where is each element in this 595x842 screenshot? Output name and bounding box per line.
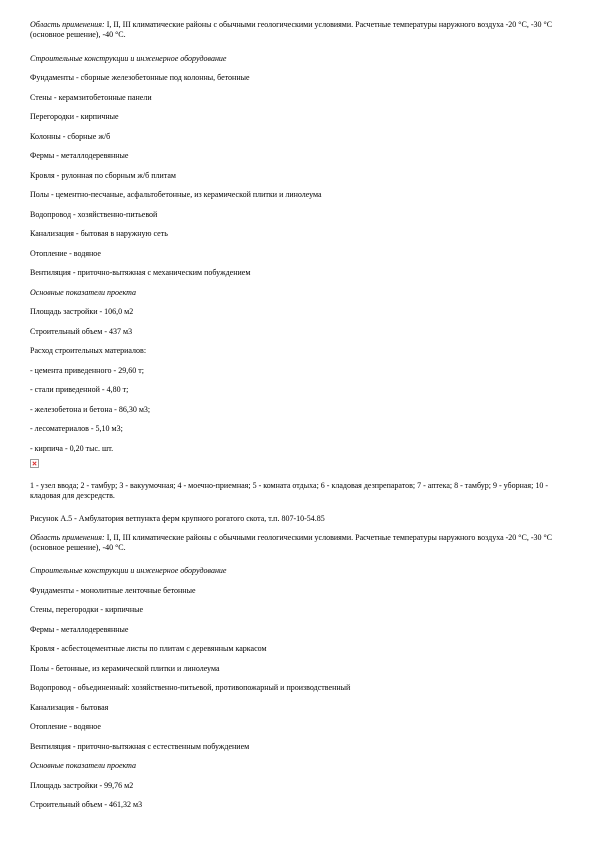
- spec-line: Фермы - металлодеревянные: [30, 625, 129, 634]
- spec-line: Стены, перегородки - кирпичные: [30, 605, 144, 614]
- spec-line: Фундаменты - монолитные ленточные бетонные: [30, 586, 196, 595]
- spec-line: Отопление - водяное: [30, 722, 101, 731]
- spec-line: Кровля - рулонная по сборным ж/б плитам: [30, 171, 176, 180]
- indicator-line: Строительный объем - 437 м3: [30, 327, 133, 336]
- material-item: - стали приведенной - 4,80 т;: [30, 385, 129, 394]
- materials-heading: Расход строительных материалов:: [30, 346, 147, 355]
- spec-line: Перегородки - кирпичные: [30, 112, 119, 121]
- spec-line: Отопление - водяное: [30, 249, 101, 258]
- spec-line: Вентиляция - приточно-вытяжная с механическим побуждением: [30, 268, 251, 277]
- spec-line: Фундаменты - сборные железобетонные под колонны, бетонные: [30, 73, 250, 82]
- section-heading-indicators: Основные показатели проекта: [30, 761, 137, 770]
- applicability-label: Область применения:: [30, 20, 105, 29]
- indicator-line: Строительный объем - 461,32 м3: [30, 800, 143, 809]
- spec-line: Водопровод - объединенный: хозяйственно-питьевой, противопожарный и производственный: [30, 683, 351, 692]
- material-item: - лесоматериалов - 5,10 м3;: [30, 424, 123, 433]
- material-item: - железобетона и бетона - 86,30 м3;: [30, 405, 151, 414]
- spec-line: Вентиляция - приточно-вытяжная с естественным побуждением: [30, 742, 250, 751]
- material-item: - кирпича - 0,20 тыс. шт.: [30, 444, 114, 453]
- section-heading-structures: Строительные конструкции и инженерное оборудование: [30, 566, 227, 575]
- applicability-text: I, II, III климатические районы с обычными геологическими условиями. Расчетные температуры наружного воздуха -20 °С, -30 °С (основное решение), -40 °С.: [30, 533, 553, 552]
- applicability-label: Область применения:: [30, 533, 105, 542]
- applicability-text: I, II, III климатические районы с обычными геологическими условиями. Расчетные температуры наружного воздуха -20 °С, -30 °С (основное решение), -40 °С.: [30, 20, 553, 39]
- spec-line: Водопровод - хозяйственно-питьевой: [30, 210, 158, 219]
- applicability-paragraph: [30, 533, 570, 553]
- spec-line: Фермы - металлодеревянные: [30, 151, 129, 160]
- spec-line: Стены - керамзитобетонные панели: [30, 93, 152, 102]
- figure-caption: Рисунок А.5 - Амбулатория ветпункта ферм крупного рогатого скота, т.п. 807-10-54.85: [30, 514, 325, 523]
- applicability-paragraph: [30, 20, 570, 40]
- figure-legend: 1 - узел ввода; 2 - тамбур; 3 - вакуумочная; 4 - моечно-приемная; 5 - комната отдыха; 6 - кладовая дезпрепаратов; 7 - аптека; 8 - тамбур; 9 - уборная; 10 - кладовая для дезсредств.: [30, 481, 548, 500]
- indicator-line: Площадь застройки - 106,0 м2: [30, 307, 134, 316]
- spec-line: Полы - бетонные, из керамической плитки и линолеума: [30, 664, 220, 673]
- spec-line: Канализация - бытовая в наружную сеть: [30, 229, 168, 238]
- indicator-line: Площадь застройки - 99,76 м2: [30, 781, 134, 790]
- material-item: - цемента приведенного - 29,60 т;: [30, 366, 144, 375]
- spec-line: Кровля - асбестоцементные листы по плитам с деревянным каркасом: [30, 644, 267, 653]
- spec-line: Полы - цементно-песчаные, асфальтобетонные, из керамической плитки и линолеума: [30, 190, 322, 199]
- section-heading-structures: Строительные конструкции и инженерное оборудование: [30, 54, 227, 63]
- spec-line: Канализация - бытовая: [30, 703, 109, 712]
- section-heading-indicators: Основные показатели проекта: [30, 288, 137, 297]
- broken-image-icon: [30, 459, 39, 468]
- spec-line: Колонны - сборные ж/б: [30, 132, 111, 141]
